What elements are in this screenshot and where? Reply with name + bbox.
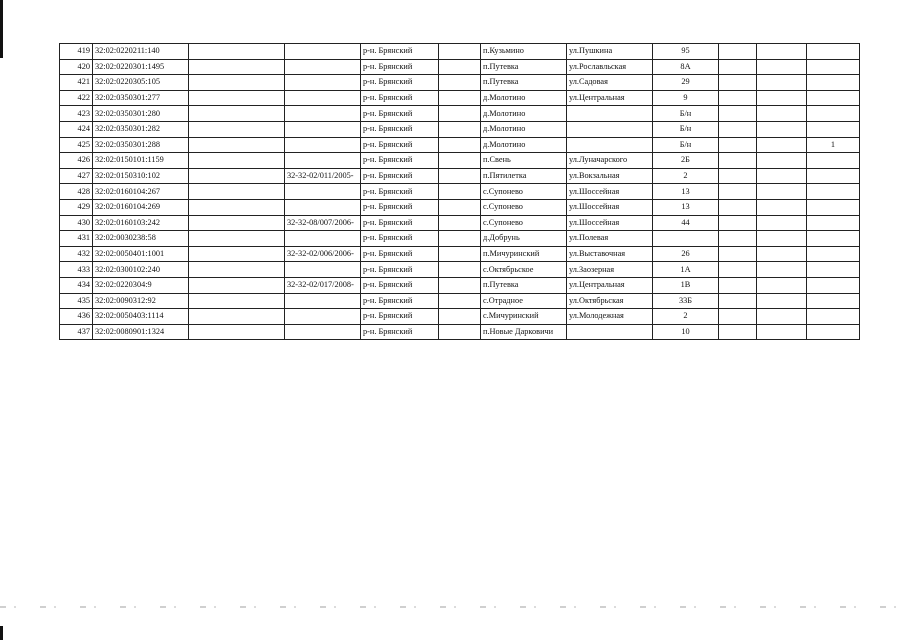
settlement-cell: с.Супонево [481,199,567,215]
table-row [60,199,860,215]
registration-number-cell [285,75,361,91]
row-number-cell: 435 [60,293,93,309]
cell-empty-cell [439,293,481,309]
cadastral-number-cell: 32:02:0350301:288 [93,137,189,153]
cell-empty-cell [439,75,481,91]
district-cell: р-н. Брянский [361,309,439,325]
row-number-cell: 437 [60,324,93,340]
registration-number-cell [285,231,361,247]
cell-empty-cell [757,293,807,309]
street-cell: ул.Октябрьская [567,293,653,309]
district-cell: р-н. Брянский [361,44,439,60]
cadastral-number-cell: 32:02:0050401:1001 [93,246,189,262]
cell-empty-cell [439,262,481,278]
cell-empty-cell [439,153,481,169]
cell-empty-cell [189,44,285,60]
cell-empty-cell [189,262,285,278]
settlement-cell: п.Мичуринский [481,246,567,262]
cell-empty-cell [189,90,285,106]
scan-edge-mark [0,0,3,58]
cell-count-cell [807,44,860,60]
cell-count-cell [807,153,860,169]
street-cell: ул.Пушкина [567,44,653,60]
cell-empty-cell [719,199,757,215]
registration-number-cell: 32-32-02/011/2005- [285,168,361,184]
row-number-cell: 430 [60,215,93,231]
cadastral-number-cell: 32:02:0350301:280 [93,106,189,122]
table-row [60,153,860,169]
cadastral-number-cell: 32:02:0150310:102 [93,168,189,184]
scan-edge-mark [0,626,3,640]
cell-empty-cell [189,215,285,231]
street-cell: ул.Вокзальная [567,168,653,184]
cell-empty-cell [439,324,481,340]
cell-empty-cell [439,168,481,184]
cell-empty-cell [439,137,481,153]
cell-empty-cell [719,168,757,184]
cadastral-number-cell: 32:02:0220301:1495 [93,59,189,75]
cell-empty-cell [439,59,481,75]
cell-empty-cell [757,44,807,60]
house-number-cell: 10 [653,324,719,340]
cell-empty-cell [439,246,481,262]
cell-count-cell [807,215,860,231]
row-number-cell: 427 [60,168,93,184]
cadastral-number-cell: 32:02:0160104:267 [93,184,189,200]
registration-number-cell: 32-32-02/017/2008- [285,277,361,293]
house-number-cell: 95 [653,44,719,60]
registration-number-cell [285,137,361,153]
house-number-cell: 13 [653,199,719,215]
registration-number-cell [285,324,361,340]
district-cell: р-н. Брянский [361,184,439,200]
street-cell: ул.Центральная [567,277,653,293]
street-cell: ул.Полевая [567,231,653,247]
table-row [60,184,860,200]
cell-empty-cell [189,199,285,215]
cell-count-cell [807,59,860,75]
row-number-cell: 431 [60,231,93,247]
cell-empty-cell [189,153,285,169]
district-cell: р-н. Брянский [361,90,439,106]
table-row [60,277,860,293]
cell-empty-cell [189,121,285,137]
cell-empty-cell [189,246,285,262]
cell-empty-cell [439,106,481,122]
row-number-cell: 422 [60,90,93,106]
cell-empty-cell [719,59,757,75]
registration-number-cell [285,106,361,122]
table-row [60,121,860,137]
cell-count-cell [807,309,860,325]
cell-count-cell [807,246,860,262]
district-cell: р-н. Брянский [361,277,439,293]
cadastral-number-cell: 32:02:0220305:105 [93,75,189,91]
house-number-cell: Б/н [653,137,719,153]
cell-empty-cell [719,137,757,153]
cell-empty-cell [189,309,285,325]
cell-empty-cell [719,106,757,122]
cell-empty-cell [757,106,807,122]
table-row [60,90,860,106]
district-cell: р-н. Брянский [361,59,439,75]
row-number-cell: 423 [60,106,93,122]
cell-count-cell [807,277,860,293]
registration-number-cell [285,293,361,309]
house-number-cell: Б/н [653,121,719,137]
table-row [60,215,860,231]
cell-empty-cell [757,184,807,200]
settlement-cell: с.Мичуринский [481,309,567,325]
cell-empty-cell [439,44,481,60]
settlement-cell: с.Отрадное [481,293,567,309]
street-cell: ул.Центральная [567,90,653,106]
table-row [60,106,860,122]
cell-empty-cell [757,231,807,247]
street-cell [567,137,653,153]
table-row [60,262,860,278]
cell-empty-cell [719,215,757,231]
cadastral-number-cell: 32:02:0050403:1114 [93,309,189,325]
settlement-cell: п.Свень [481,153,567,169]
table-row [60,137,860,153]
cell-empty-cell [757,277,807,293]
cell-empty-cell [719,231,757,247]
cell-empty-cell [719,246,757,262]
settlement-cell: п.Путевка [481,59,567,75]
district-cell: р-н. Брянский [361,262,439,278]
cell-empty-cell [189,324,285,340]
table-row [60,231,860,247]
district-cell: р-н. Брянский [361,246,439,262]
street-cell: ул.Шоссейная [567,215,653,231]
cell-empty-cell [757,262,807,278]
cell-count-cell [807,168,860,184]
cell-empty-cell [719,44,757,60]
settlement-cell: с.Октябрьское [481,262,567,278]
cell-empty-cell [189,231,285,247]
cell-empty-cell [189,59,285,75]
district-cell: р-н. Брянский [361,137,439,153]
cell-empty-cell [757,59,807,75]
registration-number-cell [285,121,361,137]
cadastral-number-cell: 32:02:0220211:140 [93,44,189,60]
registration-number-cell: 32-32-02/006/2006- [285,246,361,262]
row-number-cell: 432 [60,246,93,262]
settlement-cell: п.Кузьмино [481,44,567,60]
cell-empty-cell [719,277,757,293]
registration-number-cell [285,90,361,106]
table-body [60,44,860,340]
table-row [60,44,860,60]
house-number-cell: 8А [653,59,719,75]
registration-number-cell [285,59,361,75]
cell-empty-cell [719,262,757,278]
cell-empty-cell [439,121,481,137]
cell-empty-cell [439,215,481,231]
house-number-cell: 2 [653,168,719,184]
cell-count-cell [807,184,860,200]
street-cell [567,121,653,137]
cell-empty-cell [757,153,807,169]
registration-number-cell: 32-32-08/007/2006- [285,215,361,231]
row-number-cell: 425 [60,137,93,153]
house-number-cell: 2 [653,309,719,325]
cadastral-number-cell: 32:02:0090312:92 [93,293,189,309]
settlement-cell: п.Путевка [481,75,567,91]
settlement-cell: п.Пятилетка [481,168,567,184]
table-row [60,309,860,325]
cell-empty-cell [439,90,481,106]
cell-empty-cell [439,184,481,200]
settlement-cell: п.Путевка [481,277,567,293]
cell-empty-cell [439,309,481,325]
settlement-cell: д.Молотино [481,90,567,106]
cell-empty-cell [189,277,285,293]
table-row [60,324,860,340]
street-cell [567,106,653,122]
district-cell: р-н. Брянский [361,168,439,184]
cell-empty-cell [757,199,807,215]
cell-empty-cell [719,153,757,169]
cadastral-number-cell: 32:02:0350301:282 [93,121,189,137]
cell-count-cell [807,90,860,106]
settlement-cell: с.Супонево [481,184,567,200]
cell-empty-cell [757,309,807,325]
cell-empty-cell [719,184,757,200]
cell-empty-cell [189,293,285,309]
district-cell: р-н. Брянский [361,215,439,231]
settlement-cell: д.Молотино [481,121,567,137]
house-number-cell: 9 [653,90,719,106]
cell-empty-cell [439,277,481,293]
house-number-cell: 13 [653,184,719,200]
row-number-cell: 424 [60,121,93,137]
cell-count-cell [807,121,860,137]
district-cell: р-н. Брянский [361,121,439,137]
house-number-cell: 33Б [653,293,719,309]
district-cell: р-н. Брянский [361,231,439,247]
cell-empty-cell [189,184,285,200]
settlement-cell: д.Молотино [481,106,567,122]
cell-empty-cell [757,324,807,340]
table-row [60,168,860,184]
cadastral-number-cell: 32:02:0160104:269 [93,199,189,215]
house-number-cell: 2Б [653,153,719,169]
cell-empty-cell [189,168,285,184]
cell-empty-cell [757,246,807,262]
cadastral-number-cell: 32:02:0030238:58 [93,231,189,247]
registration-number-cell [285,262,361,278]
cell-empty-cell [719,121,757,137]
row-number-cell: 426 [60,153,93,169]
cell-empty-cell [189,106,285,122]
cell-count-cell [807,199,860,215]
settlement-cell: д.Добрунь [481,231,567,247]
street-cell: ул.Молодежная [567,309,653,325]
row-number-cell: 421 [60,75,93,91]
settlement-cell: п.Новые Дарковичи [481,324,567,340]
district-cell: р-н. Брянский [361,75,439,91]
row-number-cell: 436 [60,309,93,325]
cadastral-number-cell: 32:02:0160103:242 [93,215,189,231]
street-cell: ул.Выставочная [567,246,653,262]
cadastral-number-cell: 32:02:0150101:1159 [93,153,189,169]
house-number-cell: 44 [653,215,719,231]
table-row [60,59,860,75]
cell-empty-cell [719,75,757,91]
street-cell: ул.Заозерная [567,262,653,278]
registration-number-cell [285,309,361,325]
cell-empty-cell [719,324,757,340]
settlement-cell: с.Супонево [481,215,567,231]
row-number-cell: 433 [60,262,93,278]
registration-number-cell [285,199,361,215]
row-number-cell: 420 [60,59,93,75]
cell-empty-cell [719,90,757,106]
cadastral-number-cell: 32:02:0080901:1324 [93,324,189,340]
cell-empty-cell [439,199,481,215]
cell-count-cell [807,262,860,278]
row-number-cell: 434 [60,277,93,293]
cell-count-cell [807,293,860,309]
registration-number-cell [285,44,361,60]
table-row [60,293,860,309]
cell-empty-cell [189,75,285,91]
district-cell: р-н. Брянский [361,153,439,169]
cadastral-number-cell: 32:02:0220304:9 [93,277,189,293]
cell-empty-cell [757,75,807,91]
cell-empty-cell [439,231,481,247]
property-register-table [59,43,860,340]
street-cell: ул.Луначарского [567,153,653,169]
scan-artifact-line [0,606,905,608]
cell-empty-cell [719,293,757,309]
row-number-cell: 428 [60,184,93,200]
house-number-cell: 29 [653,75,719,91]
cell-count-cell: 1 [807,137,860,153]
cell-empty-cell [189,137,285,153]
cell-empty-cell [757,168,807,184]
street-cell: ул.Рославльская [567,59,653,75]
cell-empty-cell [757,137,807,153]
cell-count-cell [807,324,860,340]
house-number-cell: 1А [653,262,719,278]
district-cell: р-н. Брянский [361,324,439,340]
cadastral-number-cell: 32:02:0350301:277 [93,90,189,106]
settlement-cell: д.Молотино [481,137,567,153]
registration-number-cell [285,184,361,200]
cell-empty-cell [757,215,807,231]
cell-empty-cell [757,90,807,106]
house-number-cell [653,231,719,247]
cell-count-cell [807,75,860,91]
street-cell: ул.Садовая [567,75,653,91]
table-row [60,246,860,262]
row-number-cell: 429 [60,199,93,215]
registration-number-cell [285,153,361,169]
cadastral-number-cell: 32:02:0300102:240 [93,262,189,278]
district-cell: р-н. Брянский [361,199,439,215]
house-number-cell: 26 [653,246,719,262]
district-cell: р-н. Брянский [361,293,439,309]
street-cell: ул.Шоссейная [567,184,653,200]
house-number-cell: 1В [653,277,719,293]
row-number-cell: 419 [60,44,93,60]
street-cell [567,324,653,340]
house-number-cell: Б/н [653,106,719,122]
cell-count-cell [807,106,860,122]
street-cell: ул.Шоссейная [567,199,653,215]
table-row [60,75,860,91]
cell-count-cell [807,231,860,247]
cell-empty-cell [757,121,807,137]
district-cell: р-н. Брянский [361,106,439,122]
cell-empty-cell [719,309,757,325]
